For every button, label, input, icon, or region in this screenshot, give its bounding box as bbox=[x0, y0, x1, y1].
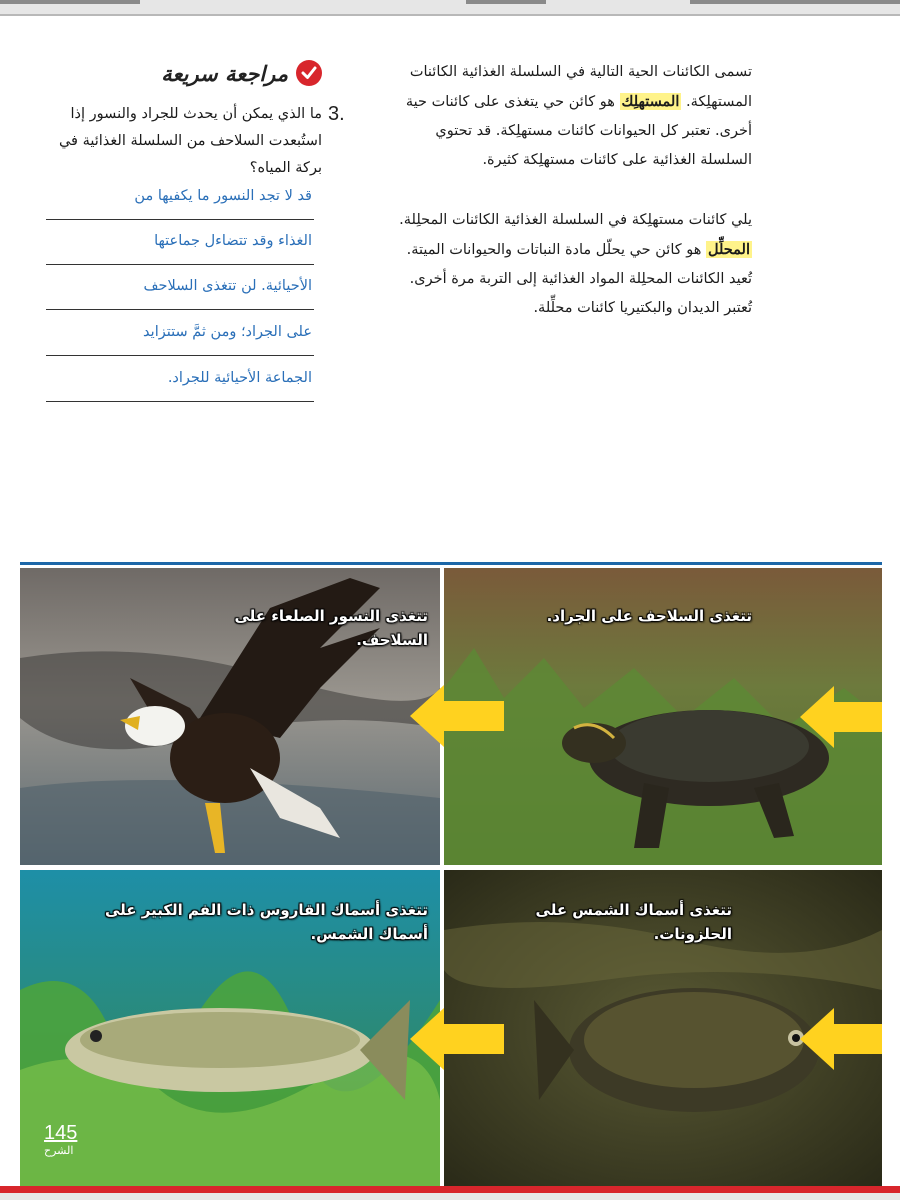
paragraph-text: يلي كائنات مستهلِكة في السلسلة الغذائية الكائنات المحلِلة. bbox=[399, 212, 752, 228]
answer-text: قد لا تجد النسور ما يكفيها من bbox=[134, 188, 312, 204]
toolbar-segment bbox=[466, 0, 546, 4]
keyword-consumer: المستهلِك bbox=[621, 93, 680, 110]
answer-line bbox=[46, 356, 314, 402]
caption-turtle: تتغذى السلاحف على الجراد. bbox=[546, 607, 752, 625]
quick-review-heading bbox=[161, 60, 322, 86]
page-label: الشرح bbox=[44, 1145, 74, 1157]
body-paragraph-decomposers bbox=[384, 206, 752, 323]
caption-sunfish: تتغذى أسماك الشمس على الحلزونات. bbox=[535, 901, 732, 943]
answer-line bbox=[46, 264, 314, 310]
keyword-decomposer: المحلِّل bbox=[708, 241, 750, 258]
page-number-block bbox=[44, 1122, 77, 1157]
answer-line bbox=[46, 174, 314, 220]
answer-text: على الجراد؛ ومن ثمَّ ستتزايد bbox=[143, 324, 312, 340]
question-text: ما الذي يمكن أن يحدث للجراد والنسور إذا استُبعدت السلاحف من السلسلة الغذائية في بركة المياه؟ bbox=[58, 106, 322, 176]
toolbar-segment bbox=[0, 0, 140, 4]
top-toolbar-strip bbox=[0, 0, 900, 16]
eagle-photo-panel bbox=[20, 568, 440, 865]
paragraph-text: هو كائن حي يتغذى على كائنات حية أخرى. تعتبر كل الحيوانات كائنات مستهلِكة. قد تحتوي السلسلة الغذائية على كائنات مستهلِكة كثيرة. bbox=[405, 94, 752, 168]
bass-photo-panel bbox=[20, 870, 440, 1187]
caption-eagle: تتغذى النسور الصلعاء على السلاحف. bbox=[234, 607, 428, 649]
bottom-border-stripe bbox=[0, 1186, 900, 1193]
bottom-border-stripe bbox=[0, 1193, 900, 1200]
answer-text: الجماعة الأحيائية للجراد. bbox=[167, 370, 312, 386]
body-paragraph-consumers bbox=[384, 58, 752, 175]
sunfish-photo-panel bbox=[444, 870, 882, 1187]
arrow-left-icon bbox=[410, 685, 504, 747]
food-chain-figure bbox=[20, 562, 882, 1187]
arrow-left-icon bbox=[800, 686, 882, 748]
caption-bass: تتغذى أسماك القاروس ذات الفم الكبير على أسماك الشمس. bbox=[104, 901, 428, 943]
question-number: 3. bbox=[328, 103, 345, 125]
quick-review-title: مراجعة سريعة bbox=[161, 60, 288, 86]
turtle-photo-panel bbox=[444, 568, 882, 865]
answer-text: الغذاء وقد تتضاءل جماعتها bbox=[154, 233, 312, 249]
answer-line bbox=[46, 219, 314, 265]
paragraph-text: هو كائن حي يحلّل مادة النباتات والحيوانات الميتة. تُعيد الكائنات المحلِلة المواد الغذائية إلى التربة مرة أخرى. تُعتبر الديدان والبكتيريا كائنات محلِّلة. bbox=[406, 242, 752, 316]
paragraph-text: تسمى الكائنات الحية التالية في السلسلة الغذائية الكائنات المستهلِكة. bbox=[409, 64, 752, 110]
arrow-left-icon bbox=[410, 1008, 504, 1070]
answer-text: الأحيائية. لن تتغذى السلاحف bbox=[143, 278, 312, 294]
arrow-left-icon bbox=[800, 1008, 882, 1070]
toolbar-segment bbox=[690, 0, 900, 4]
answer-line bbox=[46, 310, 314, 356]
check-icon bbox=[296, 60, 322, 86]
page-number: 145 bbox=[44, 1122, 78, 1144]
